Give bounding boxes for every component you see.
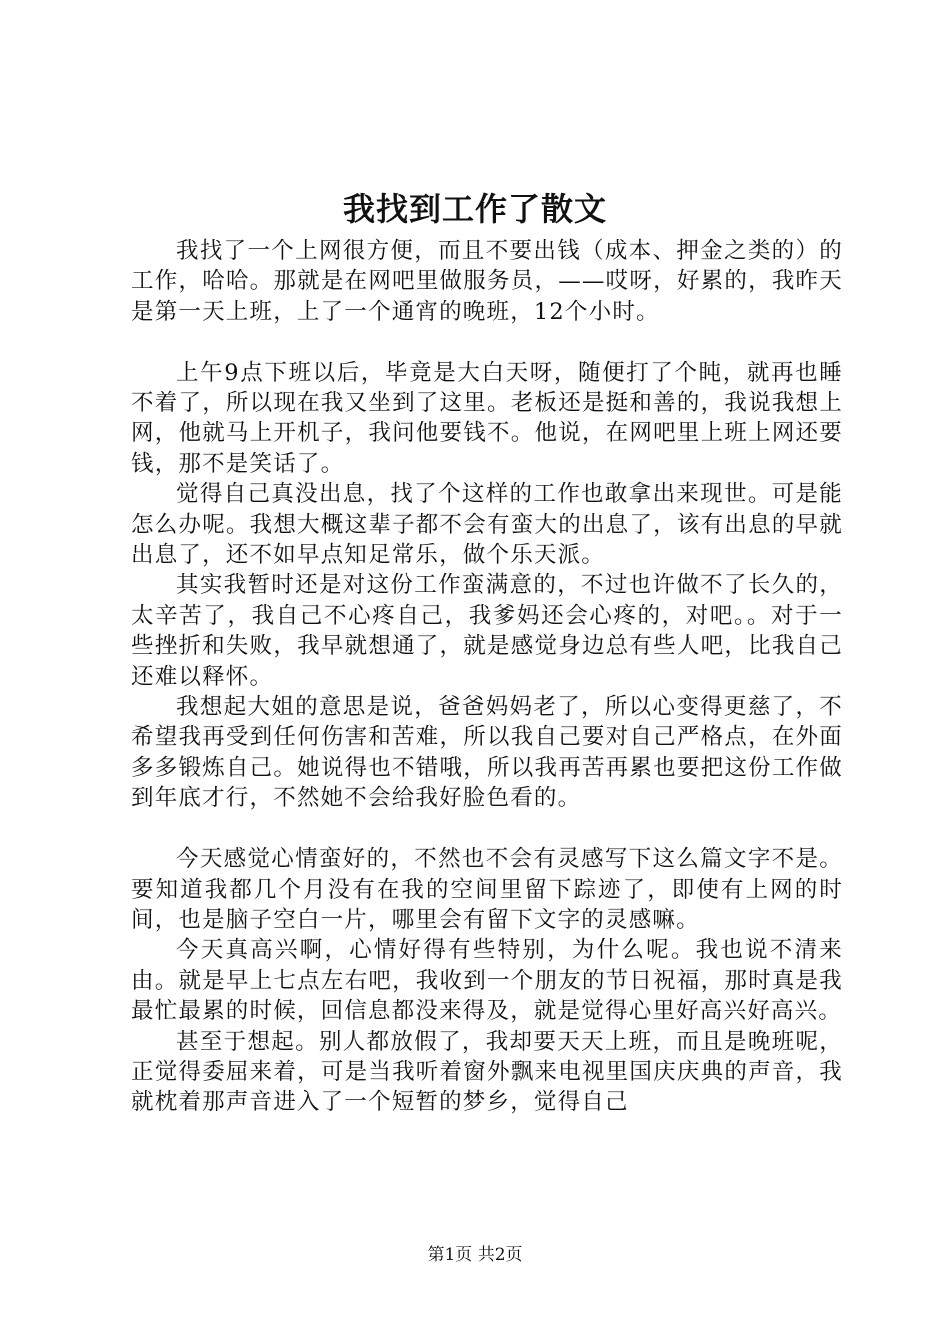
paragraph-8: 甚至于想起。别人都放假了，我却要天天上班，而且是晚班呢，正觉得委屈来着，可是当我听着窗外飘来电视里国庆庆典的声音，我就枕着那声音进入了一个短暂的梦乡，觉得自己	[131, 1028, 843, 1116]
paragraph-4: 其实我暂时还是对这份工作蛮满意的，不过也许做不了长久的，太辛苦了，我自己不心疼自己，我爹妈还会心疼的，对吧。。对于一些挫折和失败，我早就想通了，就是感觉身边总有些人吧，比我自己还难以释怀。	[131, 572, 843, 690]
paragraph-3: 觉得自己真没出息，找了个这样的工作也敢拿出来现世。可是能怎么办呢。我想大概这辈子都不会有蛮大的出息了，该有出息的早就出息了，还不如早点知足常乐，做个乐天派。	[131, 481, 843, 569]
page-number-footer: 第1页 共2页	[427, 1245, 523, 1265]
document-title: 我找到工作了散文	[342, 190, 607, 228]
paragraph-spacer	[131, 814, 843, 844]
paragraph-2: 上午9点下班以后，毕竟是大白天呀，随便打了个盹，就再也睡不着了，所以现在我又坐到了这里。老板还是挺和善的，我说我想上网，他就马上开机子，我问他要钱不。他说，在网吧里上班上网还要钱，那不是笑话了。	[131, 359, 843, 477]
document-body	[131, 236, 843, 1118]
paragraph-5: 我想起大姐的意思是说，爸爸妈妈老了，所以心变得更慈了，不希望我再受到任何伤害和苦难，所以我自己要对自己严格点，在外面多多锻炼自己。她说得也不错哦，所以我再苦再累也要把这份工作做到年底才行，不然她不会给我好脸色看的。	[131, 694, 843, 812]
paragraph-6: 今天感觉心情蛮好的，不然也不会有灵感写下这么篇文字不是。要知道我都几个月没有在我的空间里留下踪迹了，即使有上网的时间，也是脑子空白一片，哪里会有留下文字的灵感嘛。	[131, 846, 843, 933]
paragraph-7: 今天真高兴啊，心情好得有些特别，为什么呢。我也说不清来由。就是早上七点左右吧，我收到一个朋友的节日祝福，那时真是我最忙最累的时候，回信息都没来得及，就是觉得心里好高兴好高兴。	[131, 937, 843, 1025]
paragraph-spacer	[131, 327, 843, 357]
paragraph-1: 我找了一个上网很方便，而且不要出钱（成本、押金之类的）的工作，哈哈。那就是在网吧里做服务员，——哎呀，好累的，我昨天是第一天上班，上了一个通宵的晚班，12个小时。	[131, 238, 843, 325]
